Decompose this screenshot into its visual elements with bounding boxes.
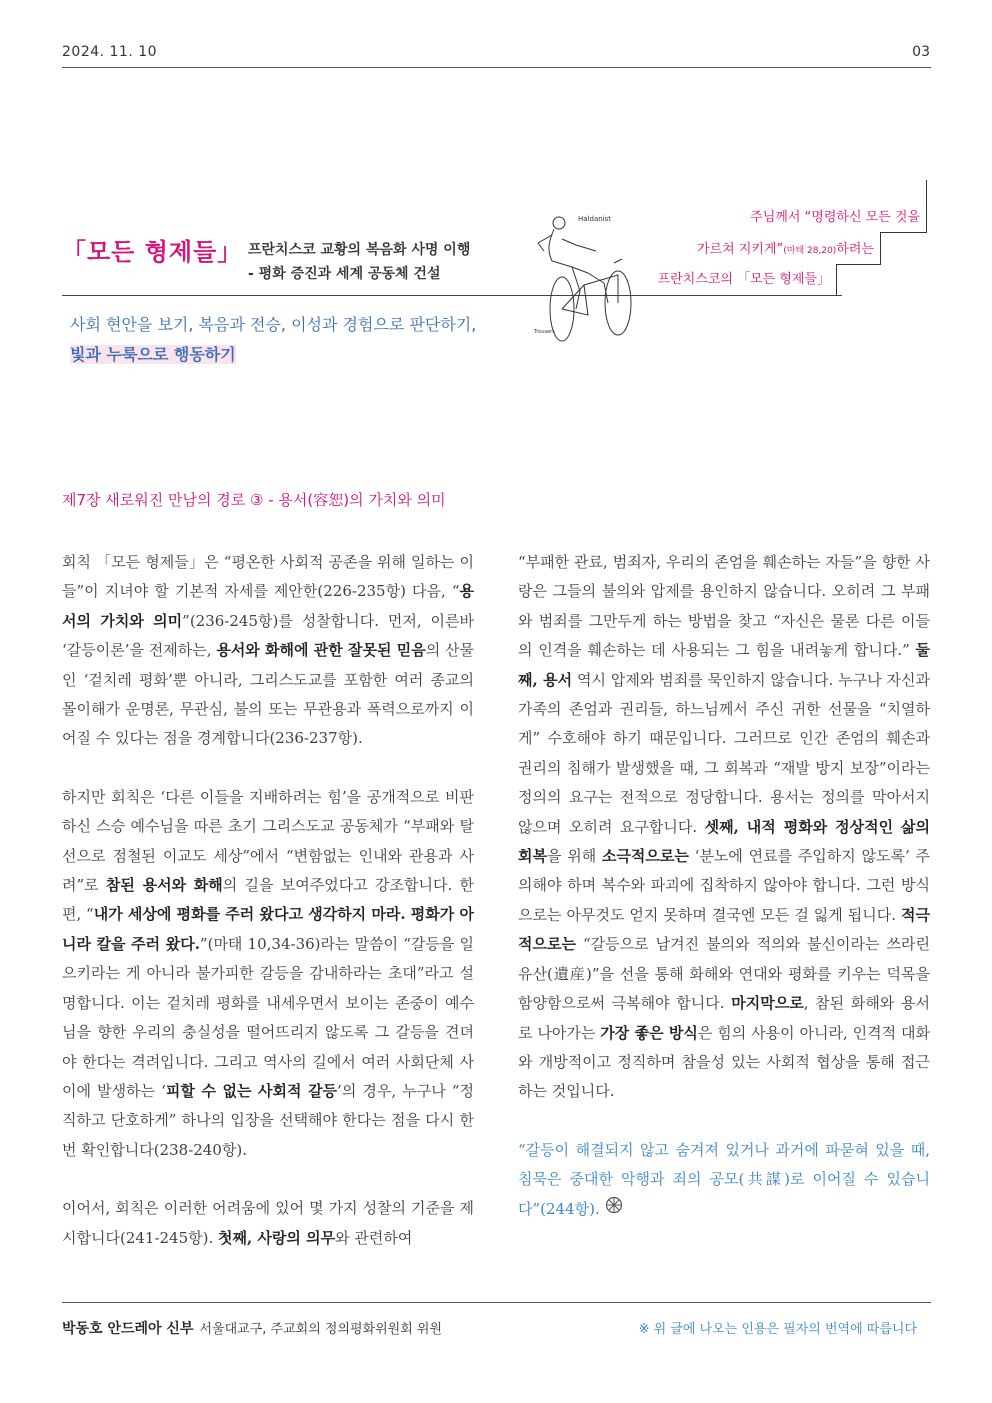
translation-note: ※ 위 글에 나오는 인용은 필자의 번역에 따릅니다 (638, 1322, 917, 1337)
title-divider (62, 295, 842, 296)
series-intro (70, 310, 476, 370)
quote-step-line (836, 264, 837, 296)
quote-step-line (880, 232, 927, 233)
end-mark-icon (605, 1195, 623, 1224)
intro-line2: 빛과 누룩으로 행동하기 (70, 345, 236, 364)
footer-divider (62, 1302, 931, 1303)
cyclist-illustration (532, 205, 642, 350)
article-column-left (62, 548, 474, 1282)
series-subtitle-line2: - 평화 증진과 세계 공동체 건설 (248, 266, 441, 282)
author-credit (62, 1318, 442, 1338)
quote-step-line (926, 180, 927, 232)
article-paragraph: 이어서, 회칙은 이러한 어려움에 있어 몇 가지 성찰의 기준을 제시합니다(241-245항). 첫째, 사랑의 의무와 관련하여 (62, 1199, 474, 1247)
author-role: 서울대교구, 주교회의 정의평화위원회 위원 (199, 1322, 443, 1337)
series-subtitle-line1: 프란치스코 교황의 복음화 사명 이행 (248, 242, 471, 258)
intro-line1: 사회 현안을 보기, 복음과 전승, 이성과 경험으로 판단하기, (70, 315, 477, 334)
top-quote-line1: 주님께서 “명령하신 모든 것을 (750, 210, 920, 225)
page-number: 03 (912, 44, 930, 60)
article-column-right (518, 548, 930, 1253)
cyclist-illustration-svg (532, 205, 642, 350)
illustration-caption-bottom: Trousers (534, 329, 555, 335)
chapter-title: 제7장 새로워진 만남의 경로 ③ - 용서(容恕)의 가치와 의미 (62, 491, 446, 509)
top-quote-line2: 가르쳐 지키게”(마태 28,20)하려는 (697, 242, 874, 257)
top-quote-line3: 프란치스코의 「모든 형제들」 (657, 272, 830, 287)
article-paragraph: 회칙 「모든 형제들」은 “평온한 사회적 공존을 위해 일하는 이들”이 지녀야 할 기본적 자세를 제안한(226-235항) 다음, “용서의 가치와 의미”(236-245항)를 성찰합니다. 먼저, 이른바 ‘갈등이론’을 전제하는, 용서와 화해에 관한 잘못된 믿음의 산물인 ‘겉치레 평화’뿐 아니라, 그리스도교를 포함한 여러 종교의 몰이해가 운명론, 무관심, 불의 또는 무관용과 폭력으로까지 이어질 수 있다는 점을 경계합니다(236-237항). (62, 553, 474, 748)
article-paragraph: “부패한 관료, 범죄자, 우리의 존엄을 훼손하는 자들”을 향한 사랑은 그들의 불의와 압제를 용인하지 않습니다. 오히려 그 부패와 범죄를 그만두게 하는 방법을 찾고 “자신은 물론 다른 이들의 인격을 훼손하는 데 사용되는 그 힘을 내려놓게 합니다.” 둘째, 용서 역시 압제와 범죄를 묵인하지 않습니다. 누구나 자신과 가족의 존엄과 권리들, 하느님께서 주신 귀한 선물을 “치열하게” 수호해야 하기 때문입니다. 그러므로 인간 존엄의 훼손과 권리의 침해가 발생했을 때, 그 회복과 “재발 방지 보장”이라는 정의의 요구는 전적으로 정당합니다. 용서는 정의를 막아서지 않으며 오히려 요구합니다. 셋째, 내적 평화와 정상적인 삶의 회복을 위해 소극적으로는 ‘분노에 연료를 주입하지 않도록’ 주의해야 하며 복수와 파괴에 집착하지 않아야 합니다. 그런 방식으로는 아무것도 얻지 못하며 결국엔 모든 걸 잃게 됩니다. 적극적으로는 “갈등으로 남겨진 불의와 적의와 불신이라는 쓰라린 유산(遺産)”을 선을 통해 화해와 연대와 평화를 키우는 덕목을 함양함으로써 극복해야 합니다. 마지막으로, 참된 화해와 용서로 나아가는 가장 좋은 방식은 힘의 사용이 아니라, 인격적 대화와 개방적이고 정직하며 참을성 있는 사회적 협상을 통해 접근하는 것입니다. (518, 553, 931, 1101)
article-paragraph: 하지만 회칙은 ‘다른 이들을 지배하려는 힘’을 공개적으로 비판하신 스승 예수님을 따른 초기 그리스도교 공동체가 “부패와 탈선으로 점철된 이교도 세상”에서 “변함없는 인내와 관용과 사려”로 참된 용서와 화해의 길을 보여주었다고 강조합니다. 한편, “내가 세상에 평화를 주러 왔다고 생각하지 마라. 평화가 아니라 칼을 주러 왔다.”(마태 10,34-36)라는 말씀이 “갈등을 일으키라는 게 아니라 불가피한 갈등을 감내하라는 초대”라고 설명합니다. 이는 겉치레 평화를 내세우면서 보이는 존중이 예수님을 향한 우리의 충실성을 떨어뜨리지 않도록 그 갈등을 견뎌야 한다는 격려입니다. 그리고 역사의 길에서 여러 사회단체 사이에 발생하는 ‘피할 수 없는 사회적 갈등’의 경우, 누구나 “정직하고 단호하게” 하나의 입장을 선택해야 한다는 점을 다시 한번 확인합니다(238-240항). (62, 787, 474, 1159)
issue-date: 2024. 11. 10 (62, 44, 158, 60)
author-name: 박동호 안드레아 신부 (62, 1321, 194, 1337)
series-title: 「모든 형제들」 (62, 238, 243, 266)
quote-step-line (836, 264, 881, 265)
pull-quote: “갈등이 해결되지 않고 숨겨져 있거나 과거에 파묻혀 있을 때, 침묵은 중대한 악행과 죄의 공모(共謀)로 이어질 수 있습니다”(244항). (518, 1136, 930, 1225)
header-divider (62, 67, 931, 68)
quote-step-line (880, 232, 881, 264)
illustration-caption-top: Haldanist (578, 215, 612, 223)
series-subtitle (248, 238, 470, 286)
